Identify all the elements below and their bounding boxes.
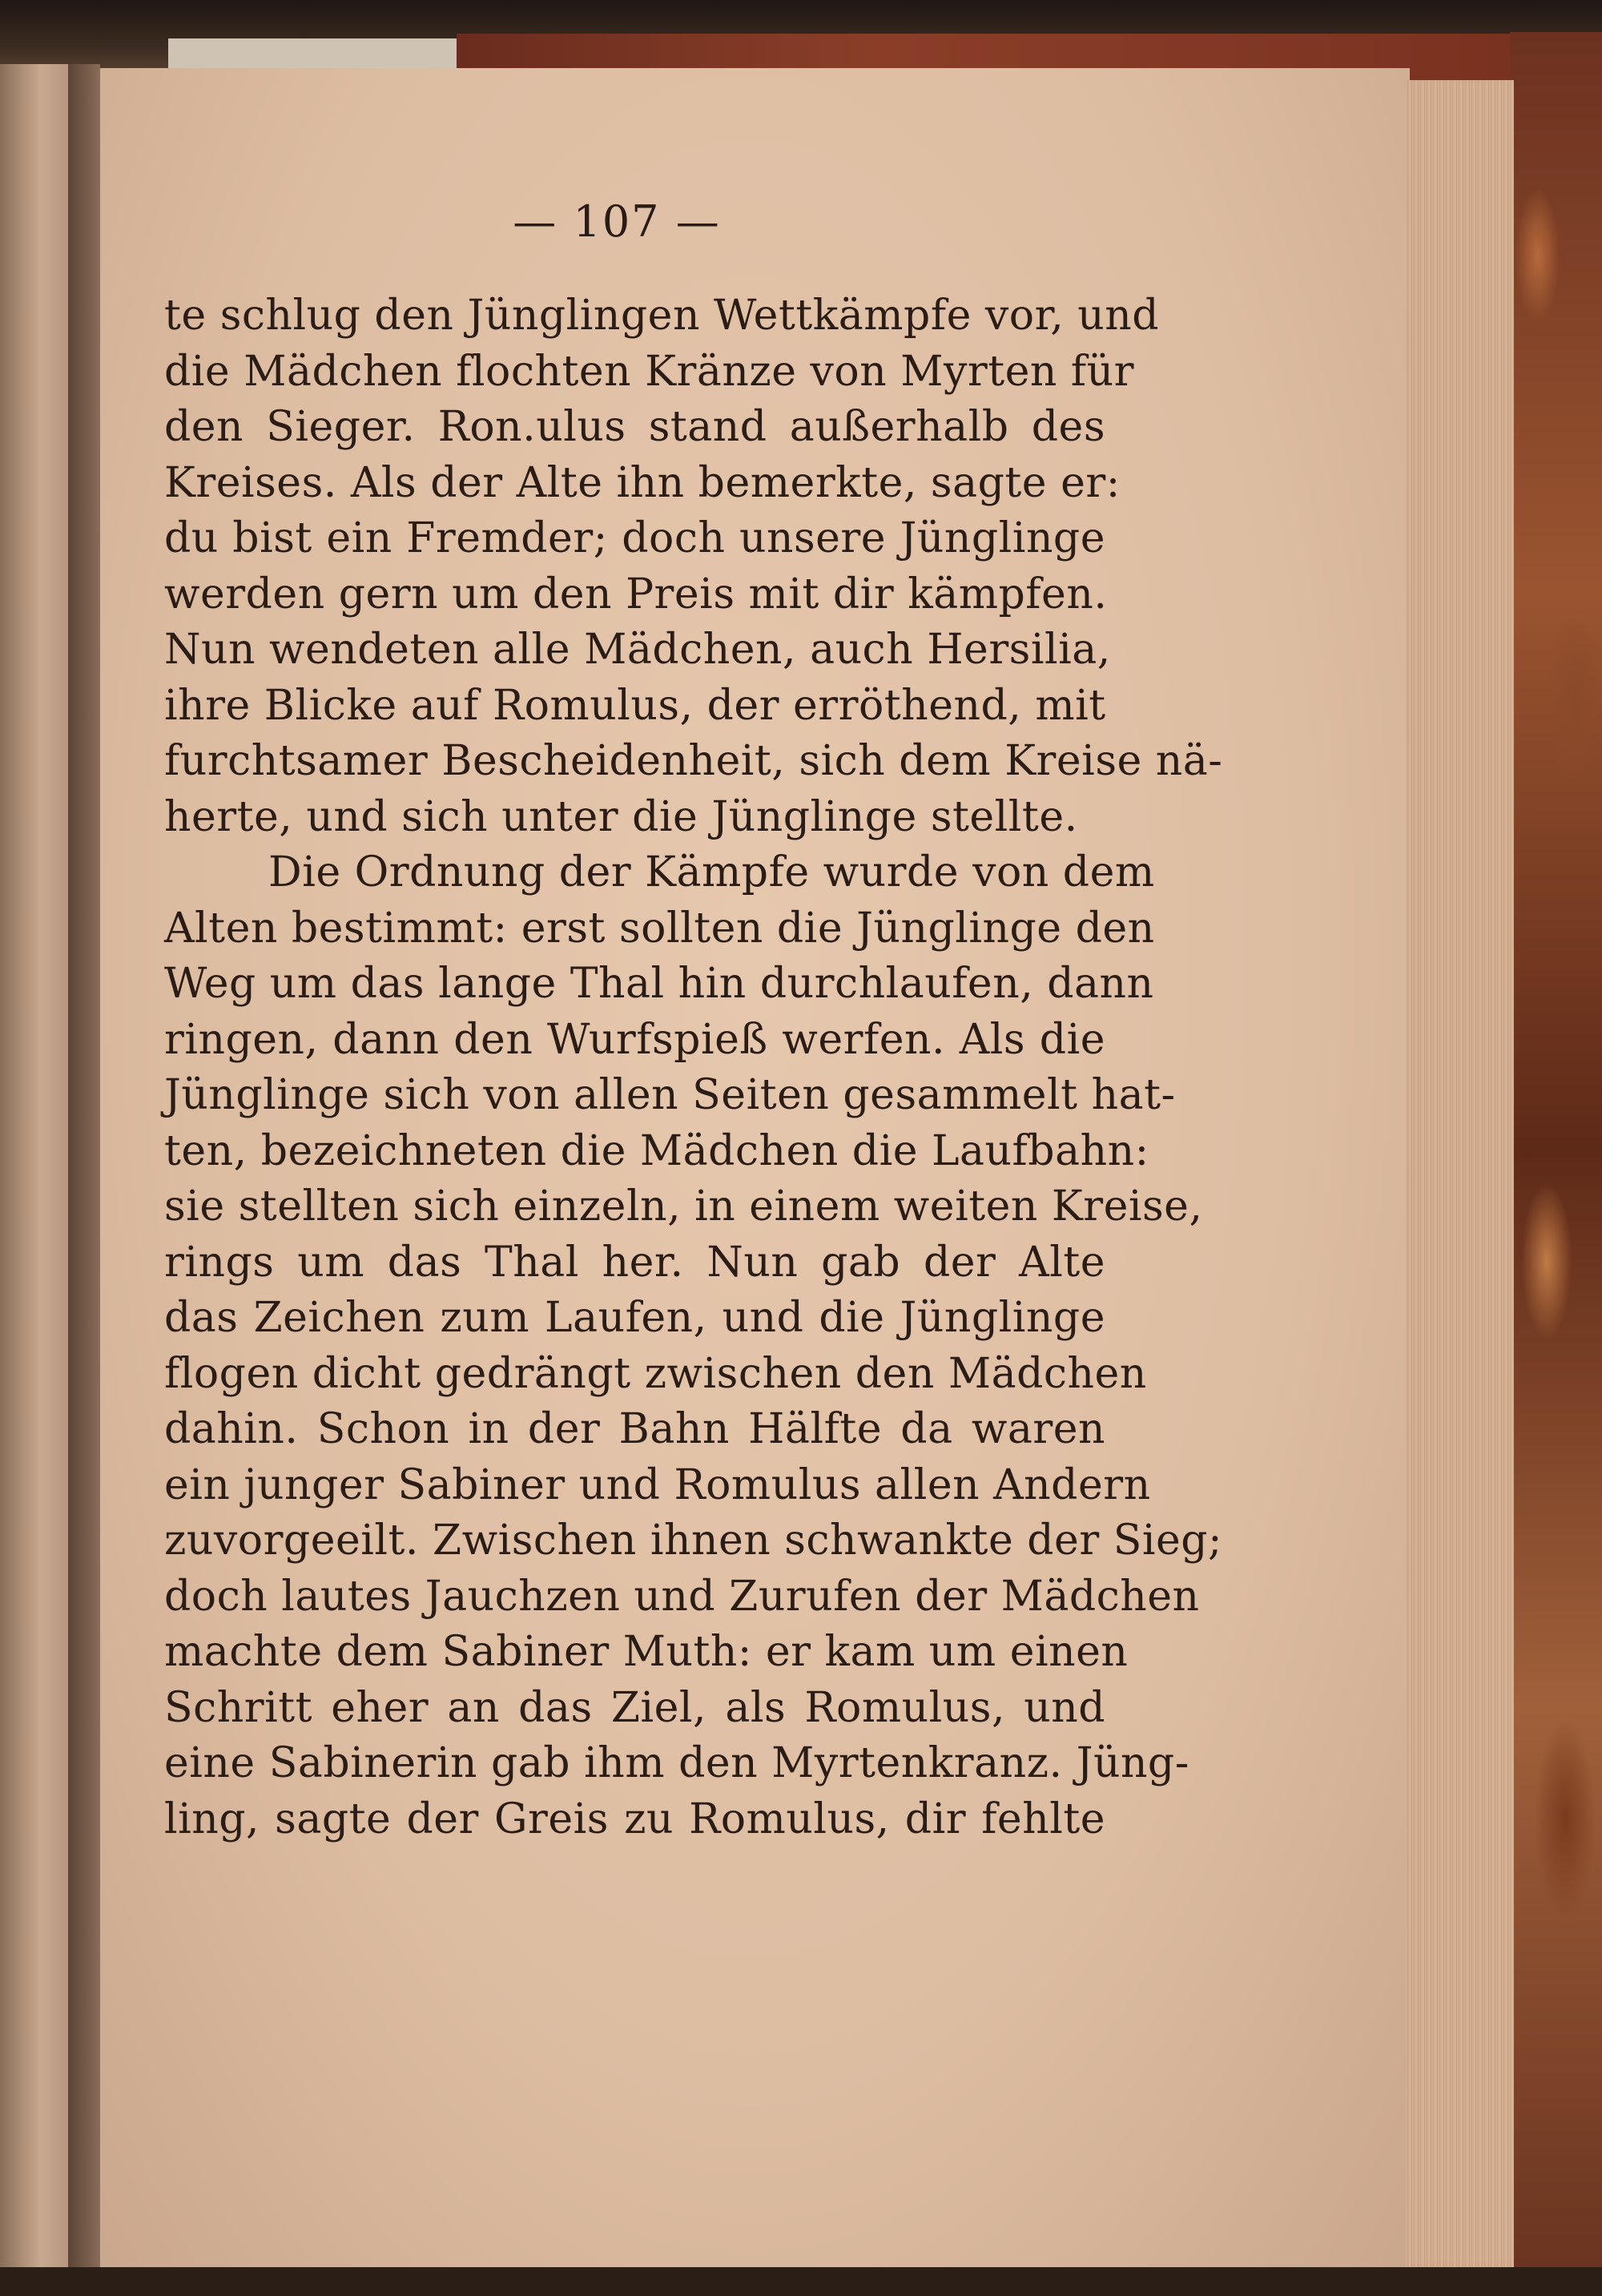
page-gutter — [68, 64, 100, 2283]
text-line: Die Ordnung der Kämpfe wurde von dem — [268, 848, 1155, 896]
text-line: das Zeichen zum Laufen, und die Jünglinge — [164, 1294, 1105, 1342]
text-line: machte dem Sabiner Muth: er kam um einen — [164, 1628, 1129, 1676]
text-line: doch lautes Jauchzen und Zurufen der Mädchen — [164, 1572, 1200, 1621]
text-line: flogen dicht gedrängt zwischen den Mädchen — [164, 1349, 1147, 1398]
text-line: Jünglinge sich von allen Seiten gesammelt hat- — [164, 1071, 1176, 1119]
text-line: ringen, dann den Wurfspieß werfen. Als die — [164, 1015, 1105, 1064]
book-bottom-edge — [0, 2267, 1602, 2296]
text-line: Alten bestimmt: erst sollten die Jünglinge den — [164, 904, 1155, 953]
text-line: du bist ein Fremder; doch unsere Jünglinge — [164, 514, 1105, 562]
text-line: dahin. Schon in der Bahn Hälfte da waren — [164, 1405, 1105, 1453]
text-line: Kreises. Als der Alte ihn bemerkte, sagte er: — [164, 458, 1121, 507]
text-line: rings um das Thal her. Nun gab der Alte — [164, 1238, 1105, 1287]
text-line: zuvorgeeilt. Zwischen ihnen schwankte der Sieg; — [164, 1517, 1223, 1565]
text-line: eine Sabinerin gab ihm den Myrtenkranz. Jüng- — [164, 1739, 1189, 1787]
text-line: Schritt eher an das Ziel, als Romulus, und — [164, 1683, 1105, 1732]
text-line: sie stellten sich einzeln, in einem weiten Kreise, — [164, 1182, 1203, 1231]
text-line: den Sieger. Ron.ulus stand außerhalb des — [164, 403, 1105, 451]
page-text — [164, 288, 1223, 1847]
marbled-cover-board — [1510, 32, 1602, 2267]
text-line: Nun wendeten alle Mädchen, auch Hersilia, — [164, 626, 1111, 674]
text-line: ten, bezeichneten die Mädchen die Laufbahn: — [164, 1126, 1149, 1175]
text-line: werden gern um den Preis mit dir kämpfen. — [164, 570, 1108, 618]
text-line: ihre Blicke auf Romulus, der erröthend, mit — [164, 681, 1106, 730]
text-line: ling, sagte der Greis zu Romulus, dir fehlte — [164, 1795, 1105, 1843]
text-line: Weg um das lange Thal hin durchlaufen, dann — [164, 960, 1154, 1008]
text-line: die Mädchen flochten Kränze von Myrten für — [164, 347, 1135, 396]
page-number: — 107 — — [513, 196, 721, 247]
text-line: furchtsamer Bescheidenheit, sich dem Kreise nä- — [164, 737, 1223, 785]
text-line: ein junger Sabiner und Romulus allen Andern — [164, 1460, 1151, 1509]
text-line: te schlug den Jünglingen Wettkämpfe vor, und — [164, 292, 1160, 340]
page-block-edges — [1406, 80, 1514, 2287]
text-line: herte, und sich unter die Jünglinge stellte. — [164, 792, 1078, 841]
